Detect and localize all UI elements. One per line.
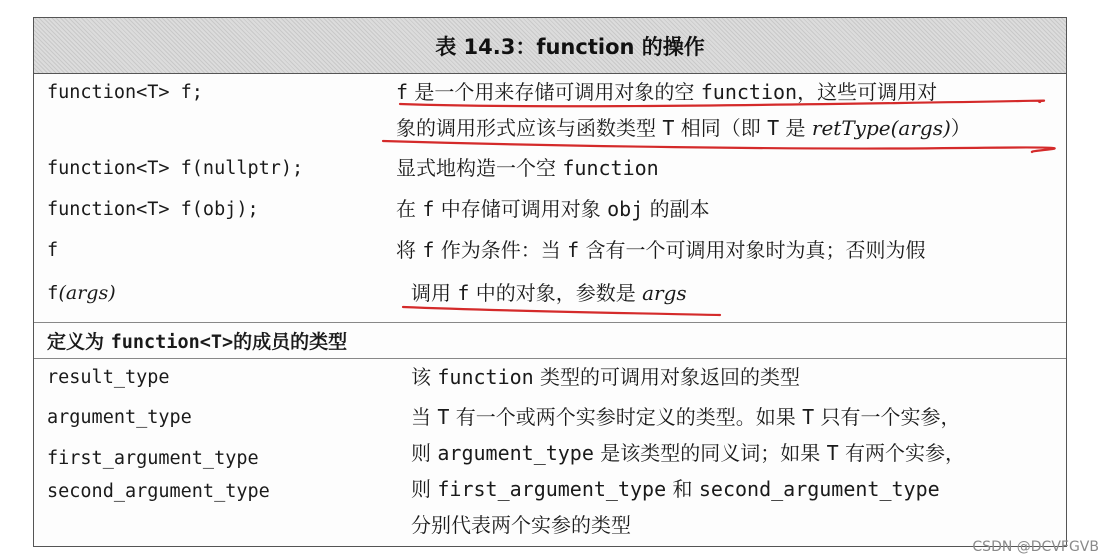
operation-cell: argument_type	[47, 407, 192, 428]
operation-cell: second_argument_type	[47, 481, 270, 502]
operation-cell: result_type	[47, 367, 170, 388]
description-cell: 将 f 作为条件：当 f 含有一个可调用对象时为真；否则为假	[396, 238, 926, 262]
operation-cell: function<T> f;	[47, 82, 203, 103]
description-cell: 在 f 中存储可调用对象 obj 的副本	[396, 197, 710, 221]
function-operations-table	[33, 17, 1067, 547]
operation-cell: f(args)	[47, 282, 116, 304]
watermark: CSDN @DCVFGVB	[972, 539, 1099, 555]
section-divider	[34, 322, 1066, 323]
description-cell: 显式地构造一个空 function	[396, 156, 659, 180]
description-cell: f 是一个用来存储可调用对象的空 function，这些可调用对 象的调用形式应该与函数类型 T 相同（即 T 是 retType(args)）	[396, 80, 971, 140]
table-title-bar	[34, 18, 1066, 74]
operation-cell: f	[47, 240, 59, 261]
operation-cell: function<T> f(obj);	[47, 199, 259, 220]
operation-cell: first_argument_type	[47, 448, 259, 469]
table-title: 表 14.3：function 的操作	[435, 34, 705, 59]
description-cell: 该 function 类型的可调用对象返回的类型	[411, 365, 801, 389]
section-heading: 定义为 function<T>的成员的类型	[47, 331, 348, 353]
operation-cell: function<T> f(nullptr);	[47, 158, 304, 179]
description-cell: 调用 f 中的对象，参数是 args	[411, 281, 687, 305]
description-cell: 当 T 有一个或两个实参时定义的类型。如果 T 只有一个实参， 则 argument_type 是该类型的同义词；如果 T 有两个实参， 则 first_argument_type 和 second_argument_type 分别代表两个实参的类型	[411, 405, 966, 537]
